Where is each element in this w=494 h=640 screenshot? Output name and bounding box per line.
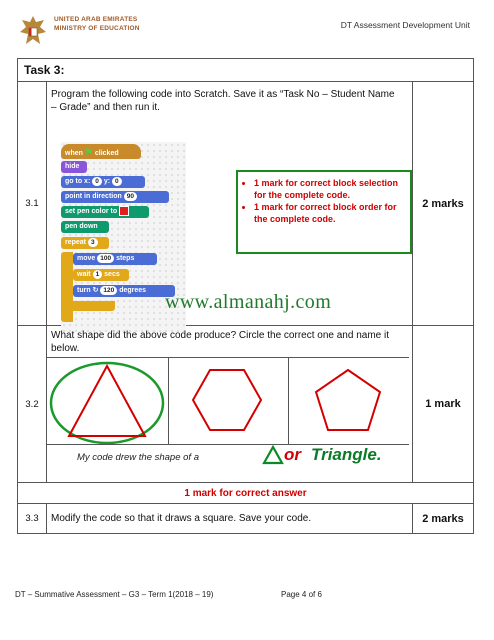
question-3-3-text: Modify the code so that it draws a square. Save your code. [47,504,413,534]
organization-name [54,15,140,33]
rubric-item-1: • 1 mark for correct block selection for the complete code. [254,178,410,201]
footer-title: DT – Summative Assessment – G3 – Term 1(2018 – 19) [15,590,214,599]
goto-label: go to x: [65,178,91,185]
repeat-label: repeat [65,239,87,246]
set-pen-color-block [61,206,149,218]
question-number-3-1: 3.1 [18,82,47,326]
point-in-direction-block [61,191,169,203]
repeat-block [61,237,109,249]
question-3-1-instruction: Program the following code into Scratch. Save it as “Task No – Student Name – Grade” and then run it. [51,89,395,113]
point-label: point in direction [65,193,122,200]
marks-3-2: 1 mark [413,326,474,483]
hide-block [61,161,87,173]
task-title: Task 3: [18,59,474,82]
goto-y-label: y: [103,178,111,185]
pentagon-option[interactable] [316,370,380,430]
rubric-box [236,170,412,254]
question-number-3-3: 3.3 [18,504,47,534]
emblem-logo [18,14,48,48]
turn-degrees-block [73,285,175,297]
marking-note: 1 mark for correct answer [18,483,474,504]
block-clicked-label: clicked [94,150,119,157]
shape-options [47,357,409,445]
question-number-3-2: 3.2 [18,326,47,483]
answer-circle [51,363,163,443]
goto-x-value: 0 [92,177,102,186]
pen-color-label: set pen color to [65,208,118,215]
rubric-item-2: • 1 mark for correct block order for the complete code. [254,202,410,225]
block-when-label: when [65,150,83,157]
repeat-block-foot [61,301,115,311]
marks-3-1: 2 marks [413,82,474,326]
triangle-shape [69,366,145,436]
unit-title: DT Assessment Development Unit [340,20,470,30]
turn-label: turn [77,287,91,294]
turn-unit: degrees [119,287,147,294]
wait-unit: secs [104,271,120,278]
triangle-option[interactable] [51,363,163,443]
hexagon-option[interactable] [193,370,261,430]
triangle-answer-icon [262,445,284,465]
point-value: 90 [124,192,137,201]
marks-3-3: 2 marks [413,504,474,534]
wait-value: 1 [93,270,103,279]
watermark: www.almanahj.com [165,291,332,313]
task-table [17,58,474,534]
repeat-value: 3 [88,238,98,247]
hide-label: hide [65,163,80,170]
answer-shape-name: Triangle. [311,445,382,464]
rotate-icon: ↻ [92,287,99,294]
goto-y-value: 0 [112,177,122,186]
move-steps-block [73,253,157,265]
wait-label: wait [77,271,91,278]
when-flag-clicked-block [61,144,141,159]
pen-down-label: pen down [65,223,98,230]
red-color-swatch [119,206,129,216]
wait-secs-block [73,269,129,281]
question-3-1-cell [47,82,413,326]
repeat-block-arm [61,252,73,322]
page-number: Page 4 of 6 [281,590,322,599]
org-line-2: MINISTRY OF EDUCATION [54,25,140,32]
move-value: 100 [97,254,114,263]
green-flag-icon: ⚑ [84,147,93,157]
question-3-2-cell [47,326,413,483]
answer-or: or [284,445,301,464]
question-3-2-text: What shape did the above code produce? Circle the correct one and name it below. [51,330,389,354]
move-unit: steps [116,255,135,262]
org-line-1: UNITED ARAB EMIRATES [54,16,138,23]
go-to-xy-block [61,176,145,188]
turn-value: 120 [100,286,117,295]
answer-prefix: My code drew the shape of a [77,452,199,463]
move-label: move [77,255,96,262]
pen-down-block [61,221,109,233]
